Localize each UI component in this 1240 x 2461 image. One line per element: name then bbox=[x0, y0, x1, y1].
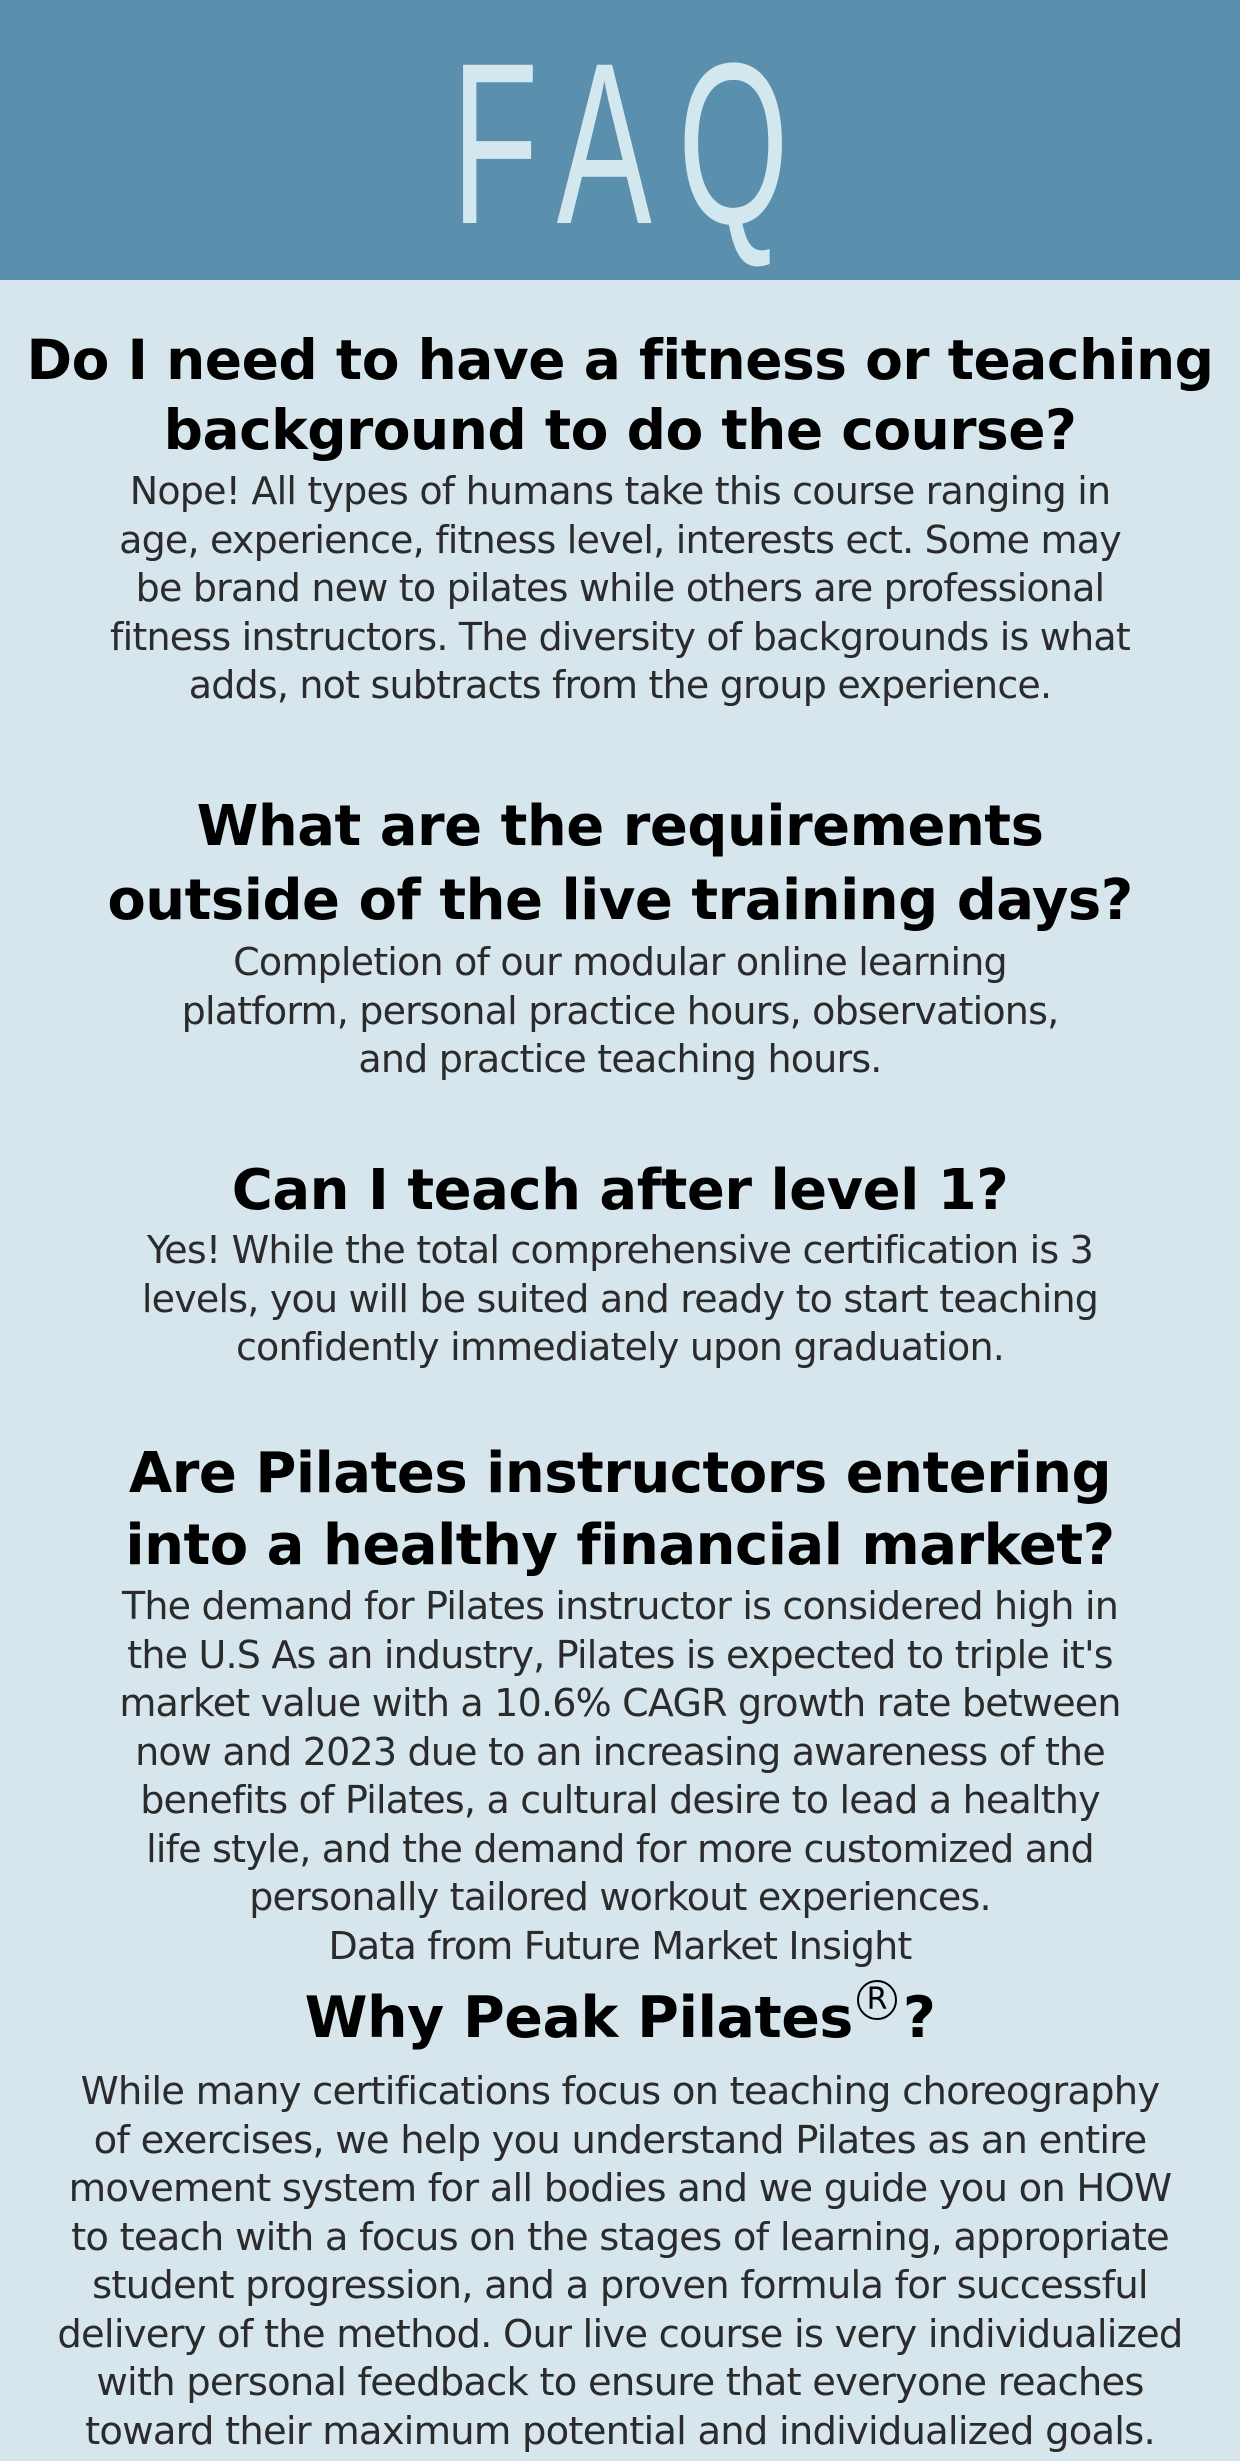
faq-question bbox=[20, 1156, 1220, 1226]
answer-line: The demand for Pilates instructor is considered high in bbox=[121, 1584, 1119, 1628]
answer-line: student progression, and a proven formula for successful bbox=[92, 2263, 1148, 2308]
answer-line: Yes! While the total comprehensive certification is 3 bbox=[146, 1228, 1094, 1272]
answer-line: life style, and the demand for more customized and bbox=[146, 1826, 1094, 1871]
question-end: ? bbox=[902, 1985, 936, 2051]
faq-answer bbox=[20, 1582, 1220, 1970]
answer-line: Completion of our modular online learning bbox=[233, 940, 1007, 984]
answer-line: delivery of the method. Our live course is very individualized bbox=[57, 2311, 1183, 2357]
answer-line: age, experience, fitness level, interests ect. Some may bbox=[119, 517, 1121, 562]
page-title: FAQ bbox=[451, 15, 815, 272]
answer-line: to teach with a focus on the stages of learning, appropriate bbox=[71, 2214, 1169, 2260]
faq-item-fitness-background bbox=[20, 325, 1220, 710]
answer-line: the U.S As an industry, Pilates is expected to triple it's bbox=[127, 1632, 1113, 1677]
answer-line: toward their maximum potential and individualized goals. bbox=[85, 2408, 1155, 2454]
page-header bbox=[0, 0, 1240, 280]
faq-answer bbox=[20, 1226, 1220, 1372]
question-line: outside of the live training days? bbox=[107, 868, 1133, 933]
faq-item-teach-after-level-1 bbox=[20, 1156, 1220, 1372]
faq-item-financial-market bbox=[20, 1438, 1220, 1970]
answer-line: market value with a 10.6% CAGR growth rate between bbox=[119, 1681, 1121, 1725]
faq-item-requirements bbox=[20, 790, 1220, 1084]
answer-line: Nope! All types of humans take this course ranging in bbox=[129, 469, 1111, 513]
answer-line: While many certifications focus on teaching choreography bbox=[80, 2069, 1160, 2114]
answer-line: now and 2023 due to an increasing awareness of the bbox=[135, 1729, 1105, 1774]
answer-line-source: Data from Future Market Insight bbox=[328, 1923, 912, 1968]
question-line: Can I teach after level 1? bbox=[231, 1158, 1009, 1223]
answer-line: confidently immediately upon graduation. bbox=[235, 1325, 1005, 1369]
answer-line: be brand new to pilates while others are professional bbox=[135, 566, 1105, 610]
registered-mark-icon: R bbox=[857, 1980, 897, 2020]
answer-line: personally tailored workout experiences. bbox=[249, 1875, 991, 1919]
faq-question bbox=[20, 1978, 1220, 2058]
answer-line: of exercises, we help you understand Pilates as an entire bbox=[93, 2117, 1147, 2163]
answer-line: platform, personal practice hours, observations, bbox=[181, 988, 1059, 1033]
faq-question bbox=[20, 1438, 1220, 1582]
question-line: What are the requirements bbox=[196, 794, 1044, 859]
question-text: Why Peak Pilates bbox=[304, 1985, 853, 2051]
answer-line: with personal feedback to ensure that everyone reaches bbox=[96, 2360, 1144, 2405]
faq-answer bbox=[20, 467, 1220, 710]
answer-line: adds, not subtracts from the group experience. bbox=[188, 663, 1052, 707]
faq-question bbox=[20, 325, 1220, 465]
answer-line: fitness instructors. The diversity of backgrounds is what bbox=[110, 614, 1130, 659]
question-line: Are Pilates instructors entering bbox=[128, 1441, 1112, 1506]
question-line: into a healthy financial market? bbox=[125, 1513, 1115, 1578]
question-line: background to do the course? bbox=[163, 398, 1077, 462]
faq-item-why-peak-pilates bbox=[20, 1978, 1220, 2456]
answer-line: benefits of Pilates, a cultural desire to lead a healthy bbox=[140, 1778, 1100, 1822]
answer-line: and practice teaching hours. bbox=[358, 1037, 882, 1081]
answer-line: movement system for all bodies and we guide you on HOW bbox=[68, 2166, 1172, 2211]
faq-answer bbox=[20, 938, 1220, 1084]
question-line: Do I need to have a fitness or teaching bbox=[26, 328, 1214, 392]
faq-answer bbox=[20, 2068, 1220, 2456]
answer-line: levels, you will be suited and ready to start teaching bbox=[141, 1276, 1099, 1321]
faq-question bbox=[20, 790, 1220, 938]
